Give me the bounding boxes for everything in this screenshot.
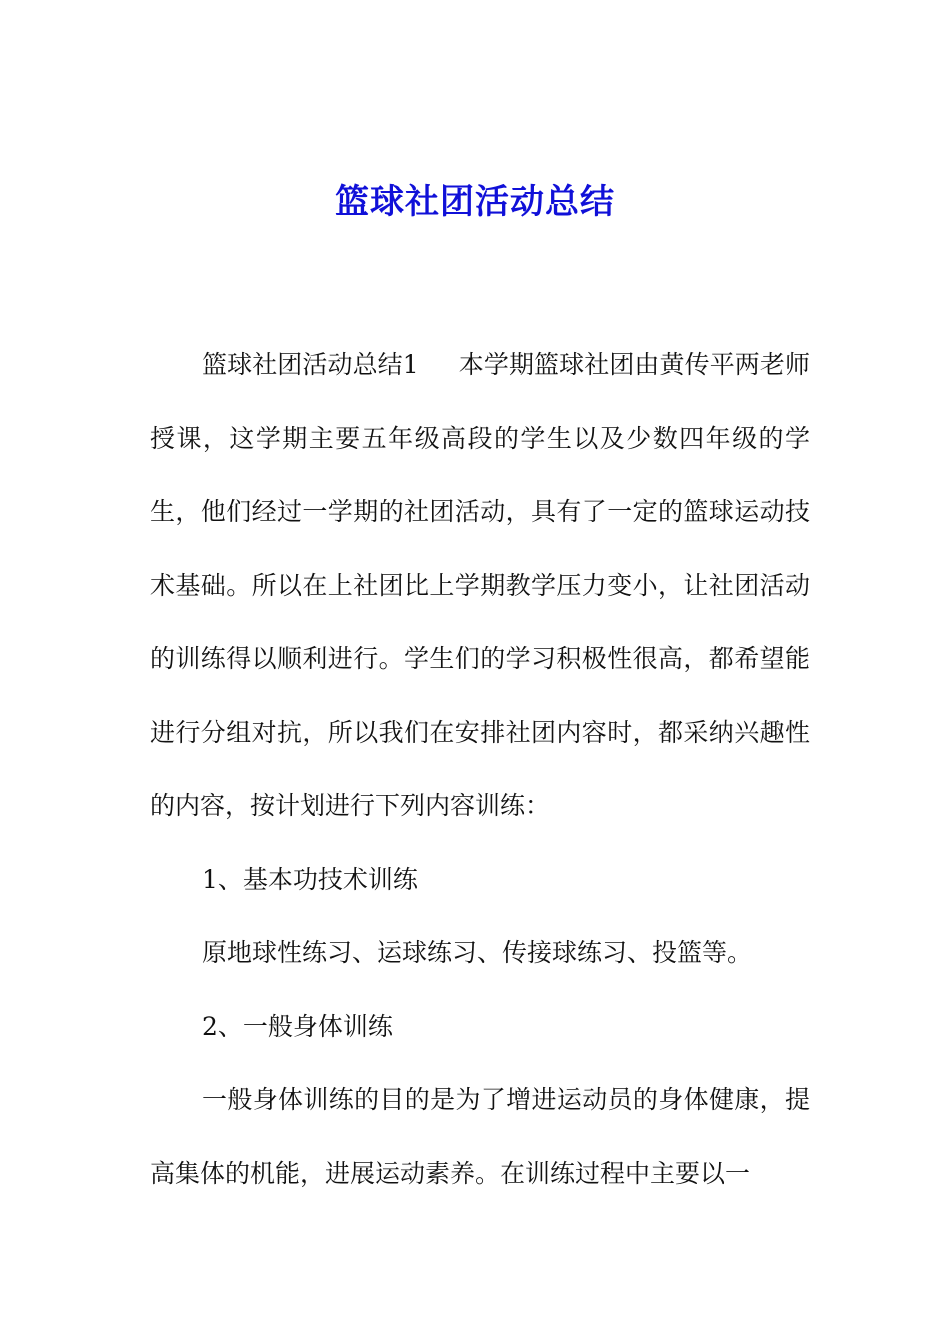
paragraph-intro [150,328,810,843]
paragraph-item-2: 2、一般身体训练 [202,1011,393,1041]
document-body [150,328,810,1210]
paragraph-text: 本学期篮球社团由黄传平两老师授课，这学期主要五年级高段的学生以及少数四年级的学生，他们经过一学期的社团活动，具有了一定的篮球运动技术基础。所以在上社团比上学期教学压力变小，让社团活动的训练得以顺利进行。学生们的学习积极性很高，都希望能进行分组对抗，所以我们在安排社团内容时，都采纳兴趣性的内容，按计划进行下列内容训练： [150,350,810,820]
paragraph-item-2-detail: 一般身体训练的目的是为了增进运动员的身体健康，提高集体的机能，进展运动素养。在训练过程中主要以一 [150,1085,810,1188]
paragraph-item-1-detail: 原地球性练习、运球练习、传接球练习、投篮等。 [202,938,753,967]
paragraph-item-1: 1、基本功技术训练 [202,864,418,894]
section-heading: 篮球社团活动总结1 [202,350,419,379]
document-title: 篮球社团活动总结 [335,182,615,222]
